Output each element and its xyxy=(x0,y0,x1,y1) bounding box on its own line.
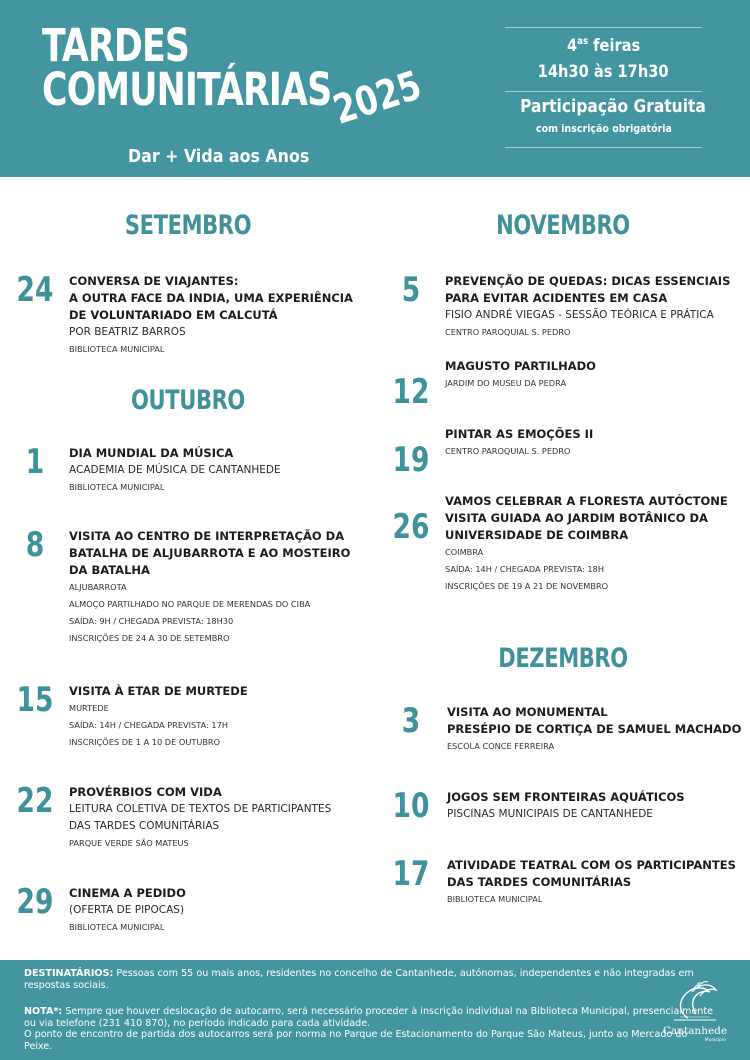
event-detail: INSCRIÇÕES DE 1 A 10 DE OUTUBRO xyxy=(69,737,221,747)
target-audience-note: DESTINATÁRIOS: Pessoas com 55 ou mais anos, residentes no concelho de Cantanhede, autónomas, independentes e não integradas em respostas sociais. xyxy=(24,968,694,991)
event-detail: SAÍDA: 14H / CHEGADA PREVISTA: 17H xyxy=(69,720,229,730)
subtitle: Dar + Vida aos Anos xyxy=(128,146,310,167)
event-subtitle: DAS TARDES COMUNITÁRIAS xyxy=(69,820,220,832)
event-title: DIA MUNDIAL DA MÚSICA xyxy=(69,446,234,460)
event-title: PREVENÇÃO DE QUEDAS: DICAS ESSENCIAIS xyxy=(445,274,731,288)
logo-subtitle: Município xyxy=(704,1038,726,1043)
event-detail: MURTEDE xyxy=(69,703,109,713)
event-day: 1 xyxy=(25,442,45,482)
event-title: CINEMA A PEDIDO xyxy=(69,886,186,900)
year-label: 2025 xyxy=(328,62,427,134)
event-title: CONVERSA DE VIAJANTES: xyxy=(69,274,239,288)
divider xyxy=(505,91,702,92)
event-day: 5 xyxy=(401,270,421,310)
event-subtitle: POR BEATRIZ BARROS xyxy=(69,326,186,338)
event-detail: INSCRIÇÕES DE 19 A 21 DE NOVEMBRO xyxy=(445,581,609,591)
event-title: JOGOS SEM FRONTEIRAS AQUÁTICOS xyxy=(447,790,685,804)
event-title: BATALHA DE ALJUBARROTA E AO MOSTEIRO xyxy=(69,546,351,560)
event-detail: CENTRO PAROQUIAL S. PEDRO xyxy=(445,446,571,456)
event-title: UNIVERSIDADE DE COIMBRA xyxy=(445,528,629,542)
event-day: 24 xyxy=(16,270,54,310)
event-title: DA BATALHA xyxy=(69,563,150,577)
event-subtitle: ACADEMIA DE MÚSICA DE CANTANHEDE xyxy=(69,464,281,476)
cantanhede-logo xyxy=(660,978,730,1050)
registration-label: com inscrição obrigatória xyxy=(535,122,672,135)
event-title: ATIVIDADE TEATRAL COM OS PARTICIPANTES xyxy=(447,858,736,872)
month-heading-setembro: SETEMBRO xyxy=(124,210,252,241)
event-title: DE VOLUNTARIADO EM CALCUTÁ xyxy=(69,308,278,322)
title-line-2: COMUNITÁRIAS xyxy=(42,63,332,116)
event-title: DAS TARDES COMUNITÁRIAS xyxy=(447,875,632,889)
month-heading-outubro: OUTUBRO xyxy=(131,385,245,416)
event-day: 22 xyxy=(16,781,54,821)
event-day: 17 xyxy=(392,854,430,894)
event-title: VISITA AO CENTRO DE INTERPRETAÇÃO DA xyxy=(69,529,345,543)
footer-notes xyxy=(0,960,750,1060)
event-detail: INSCRIÇÕES DE 24 A 30 DE SETEMBRO xyxy=(69,633,230,643)
month-heading-novembro: NOVEMBRO xyxy=(496,210,630,241)
event-title: PROVÉRBIOS COM VIDA xyxy=(69,785,222,799)
event-detail: BIBLIOTECA MUNICIPAL xyxy=(447,894,543,904)
event-detail: SAÍDA: 14H / CHEGADA PREVISTA: 18H xyxy=(445,564,605,574)
event-subtitle: LEITURA COLETIVA DE TEXTOS DE PARTICIPANTES xyxy=(69,803,332,815)
page-title xyxy=(42,19,332,116)
event-title: A OUTRA FACE DA INDIA, UMA EXPERIÊNCIA xyxy=(69,291,353,305)
event-detail: PARQUE VERDE SÃO MATEUS xyxy=(69,838,189,848)
event-detail: ESCOLA CONCE FERREIRA xyxy=(447,741,555,751)
weekday-label: $4^{as}$ feiras xyxy=(566,36,641,56)
event-day: 12 xyxy=(392,372,430,412)
event-day: 15 xyxy=(16,680,54,720)
header-banner xyxy=(0,0,750,177)
schedule-info-box xyxy=(505,27,706,148)
event-day: 26 xyxy=(392,507,430,547)
event-title: PINTAR AS EMOÇÕES II xyxy=(445,427,594,441)
logo-name: Cantanhede xyxy=(662,1025,728,1037)
municipal-emblem-icon xyxy=(660,978,730,1026)
event-detail: ALMOÇO PARTILHADO NO PARQUE DE MERENDAS DO CIBA xyxy=(69,599,311,609)
month-heading-dezembro: DEZEMBRO xyxy=(498,643,628,674)
event-detail: COIMBRA xyxy=(445,547,484,557)
event-day: 10 xyxy=(392,786,430,826)
event-detail: SAÍDA: 9H / CHEGADA PREVISTA: 18H30 xyxy=(69,616,234,626)
divider xyxy=(505,147,702,148)
title-line-1: TARDES xyxy=(42,19,190,72)
event-detail: CENTRO PAROQUIAL S. PEDRO xyxy=(445,327,571,337)
event-title: VISITA À ETAR DE MURTEDE xyxy=(69,684,248,698)
event-title: PRESÉPIO DE CORTIÇA DE SAMUEL MACHADO xyxy=(447,722,742,736)
event-detail: BIBLIOTECA MUNICIPAL xyxy=(69,344,165,354)
participation-label: Participação Gratuita xyxy=(520,96,706,117)
event-day: 3 xyxy=(401,701,421,741)
event-detail: BIBLIOTECA MUNICIPAL xyxy=(69,482,165,492)
divider xyxy=(505,27,702,28)
event-detail: BIBLIOTECA MUNICIPAL xyxy=(69,922,165,932)
event-title: VISITA GUIADA AO JARDIM BOTÂNICO DA xyxy=(445,511,708,525)
event-title: MAGUSTO PARTILHADO xyxy=(445,359,596,373)
event-detail: JARDIM DO MUSEU DA PEDRA xyxy=(445,378,567,388)
event-subtitle: FISIO ANDRÉ VIEGAS - SESSÃO TEÓRICA E PRÁTICA xyxy=(445,309,714,321)
time-label: 14h30 às 17h30 xyxy=(538,62,669,82)
event-title: PARA EVITAR ACIDENTES EM CASA xyxy=(445,291,668,305)
bus-note: NOTA*: Sempre que houver deslocação de autocarro, será necessário proceder à inscrição individual na Biblioteca Municipal, presencialmente ou via telefone (231 410 870), no período indicado para cada atividade. O ponto de encontro de partida dos autocarros será por norma no Parque de Estacionamento do Parque São Mateus, junto ao Mercado do Peixe. xyxy=(24,1006,713,1052)
event-subtitle: (OFERTA DE PIPOCAS) xyxy=(69,904,185,916)
event-title: VISITA AO MONUMENTAL xyxy=(447,705,608,719)
event-day: 8 xyxy=(25,525,45,565)
event-subtitle: PISCINAS MUNICIPAIS DE CANTANHEDE xyxy=(447,808,653,820)
event-day: 29 xyxy=(16,882,54,922)
event-title: VAMOS CELEBRAR A FLORESTA AUTÓCTONE xyxy=(445,494,728,508)
event-day: 19 xyxy=(392,440,430,480)
event-detail: ALJUBARROTA xyxy=(69,582,127,592)
